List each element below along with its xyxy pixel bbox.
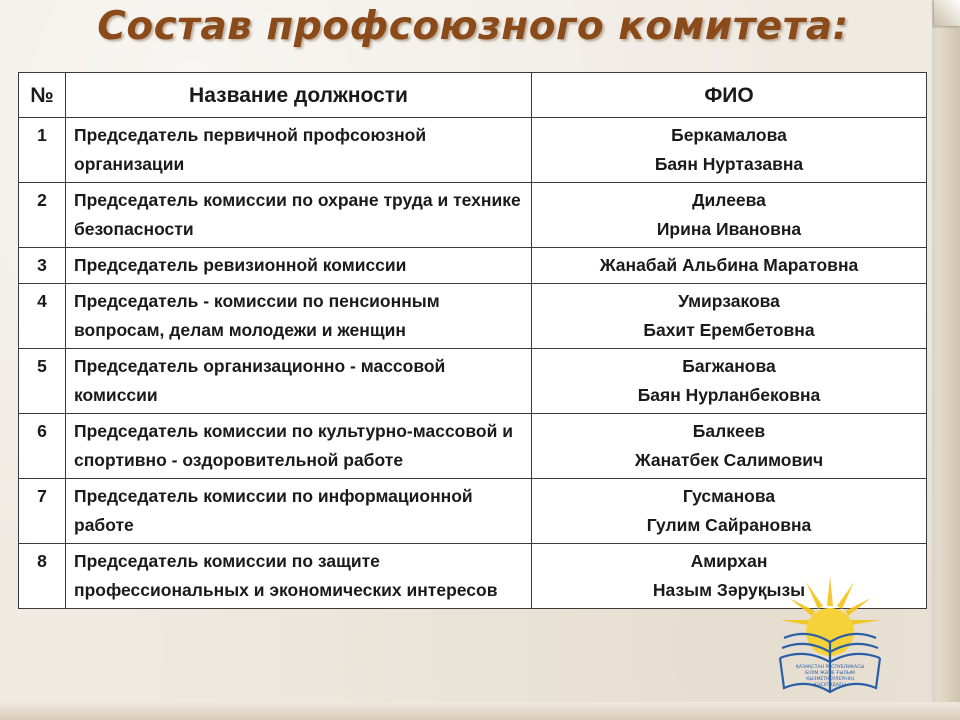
row-position: Председатель организационно - массовой комиссии xyxy=(66,349,532,414)
fio-given-names: Ирина Ивановна xyxy=(656,219,802,239)
fio-surname: Балкеев xyxy=(692,421,766,441)
committee-table xyxy=(18,72,927,609)
row-number: 4 xyxy=(19,284,66,349)
table-header-row xyxy=(19,73,927,118)
row-number: 7 xyxy=(19,479,66,544)
row-fio xyxy=(532,284,927,349)
fio-surname: Амирхан xyxy=(690,551,768,571)
page-edge-right xyxy=(932,0,960,720)
fio-given-names: Баян Нуртазавна xyxy=(654,154,804,174)
header-fio: ФИО xyxy=(532,73,927,118)
row-fio xyxy=(532,183,927,248)
table-row xyxy=(19,479,927,544)
row-position: Председатель первичной профсоюзной организации xyxy=(66,118,532,183)
union-sun-book-emblem-icon xyxy=(770,568,890,708)
row-number: 5 xyxy=(19,349,66,414)
table-row xyxy=(19,248,927,284)
header-position: Название должности xyxy=(66,73,532,118)
fio-given-names: Назым Зәруқызы xyxy=(652,580,806,600)
fio-surname: Гусманова xyxy=(682,486,776,506)
row-number: 2 xyxy=(19,183,66,248)
svg-text:КӘСІПОДАҒЫ: КӘСІПОДАҒЫ xyxy=(813,683,847,688)
row-position: Председатель комиссии по защите профессиональных и экономических интересов xyxy=(66,544,532,609)
fio-given-names: Баян Нурланбековна xyxy=(637,385,821,405)
fio-given-names: Бахит Ерембетовна xyxy=(643,320,815,340)
row-position: Председатель ревизионной комиссии xyxy=(66,248,532,284)
row-position: Председатель комиссии по культурно-массовой и спортивно - оздоровительной работе xyxy=(66,414,532,479)
svg-text:ҚЫЗМЕТКЕРЛЕРІНІҢ: ҚЫЗМЕТКЕРЛЕРІНІҢ xyxy=(806,677,854,682)
fio-surname: Багжанова xyxy=(682,356,776,376)
table-row xyxy=(19,414,927,479)
row-number: 6 xyxy=(19,414,66,479)
row-number: 8 xyxy=(19,544,66,609)
row-number: 1 xyxy=(19,118,66,183)
table-row xyxy=(19,183,927,248)
row-position: Председатель комиссии по информационной работе xyxy=(66,479,532,544)
row-fio xyxy=(532,118,927,183)
row-position: Председатель - комиссии по пенсионным вопросам, делам молодежи и женщин xyxy=(66,284,532,349)
fio-full-name: Жанабай Альбина Маратовна xyxy=(599,255,859,275)
row-fio xyxy=(532,479,927,544)
fio-surname: Беркамалова xyxy=(671,125,787,145)
fio-surname: Умирзакова xyxy=(678,291,780,311)
table-row xyxy=(19,349,927,414)
header-number: № xyxy=(19,73,66,118)
fio-given-names: Жанатбек Салимович xyxy=(634,450,824,470)
row-fio xyxy=(532,414,927,479)
row-position: Председатель комиссии по охране труда и технике безопасности xyxy=(66,183,532,248)
fio-surname: Дилеева xyxy=(692,190,766,210)
table-row xyxy=(19,284,927,349)
svg-text:ҚАЗАҚСТАН РЕСПУБЛИКАСЫ: ҚАЗАҚСТАН РЕСПУБЛИКАСЫ xyxy=(795,665,865,670)
row-fio xyxy=(532,349,927,414)
table-row xyxy=(19,118,927,183)
row-number: 3 xyxy=(19,248,66,284)
row-fio xyxy=(532,248,927,284)
fio-given-names: Гулим Сайрановна xyxy=(646,515,812,535)
svg-text:БІЛІМ ЖӘНЕ ҒЫЛЫМ: БІЛІМ ЖӘНЕ ҒЫЛЫМ xyxy=(805,671,855,676)
slide-title: Состав профсоюзного комитета: xyxy=(97,4,849,49)
